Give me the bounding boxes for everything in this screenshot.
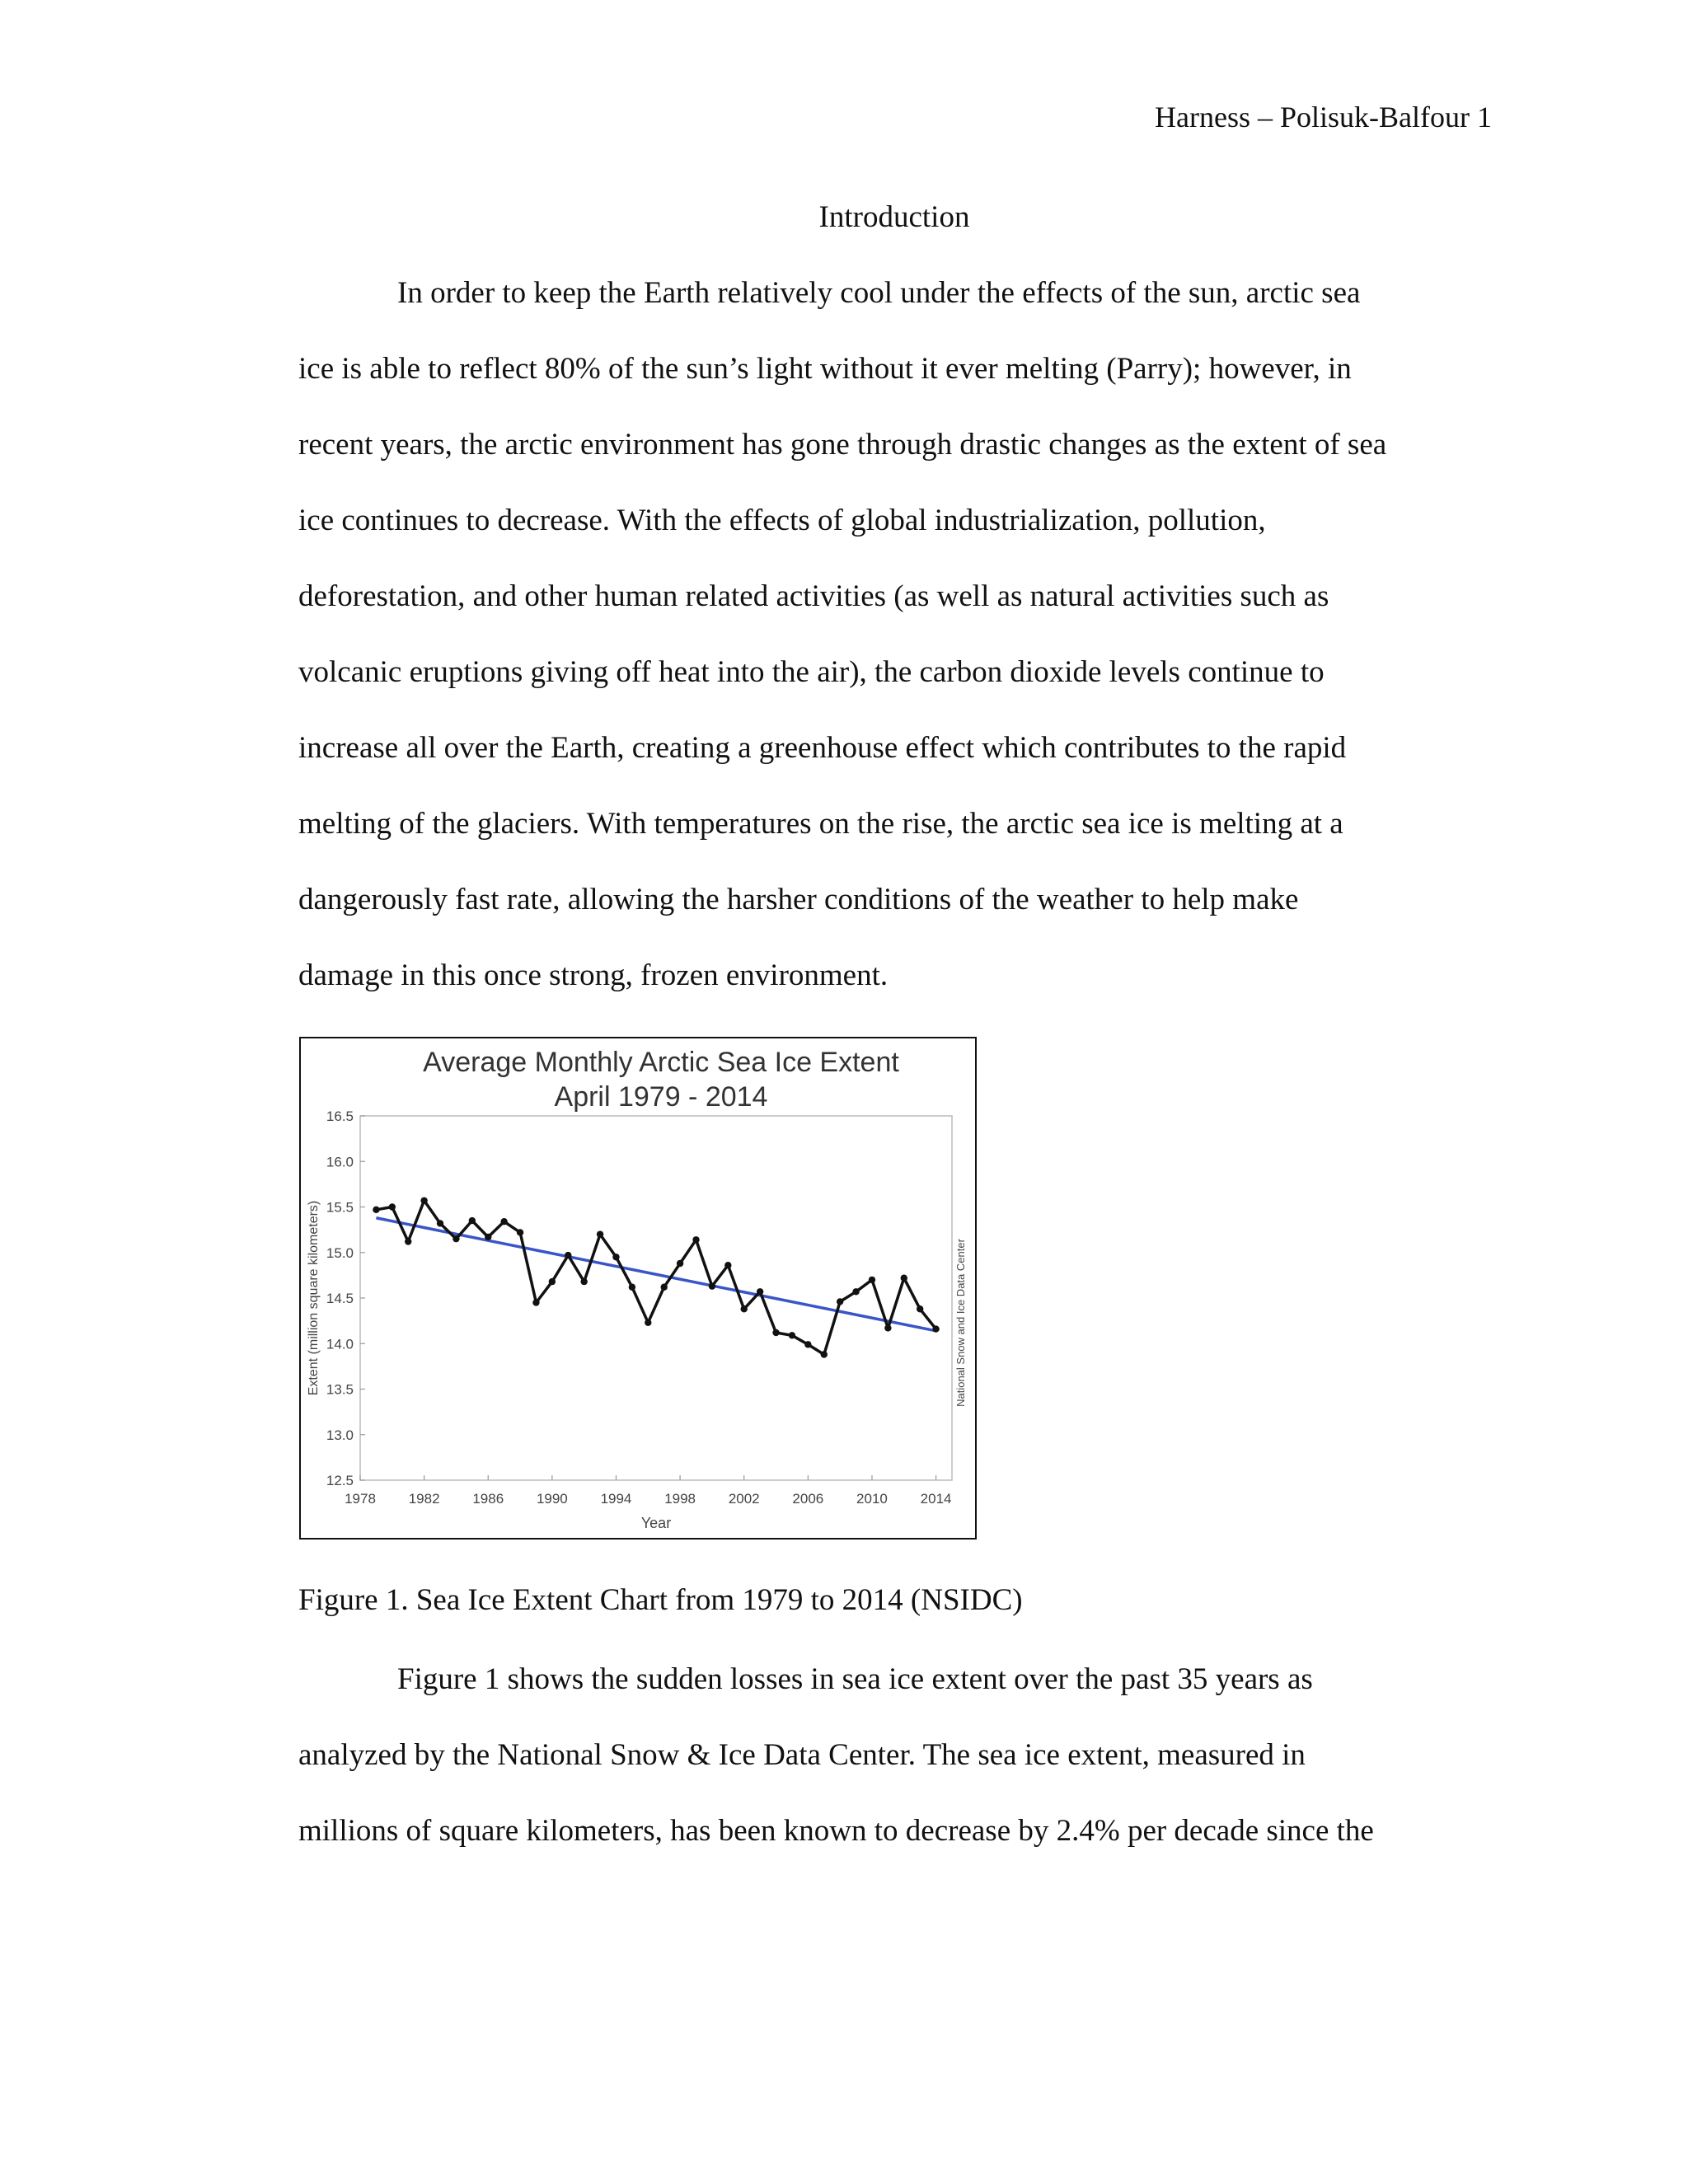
data-point — [597, 1230, 603, 1237]
x-tick-label: 1998 — [664, 1491, 696, 1507]
data-point — [917, 1305, 923, 1312]
paragraph-2-line: Figure 1 shows the sudden losses in sea ice extent over the past 35 years as — [397, 1662, 1313, 1696]
paragraph-1-line: damage in this once strong, frozen environment. — [298, 958, 889, 992]
y-axis-label: Extent (million square kilometers) — [307, 1200, 321, 1396]
paragraph-2-line: analyzed by the National Snow & Ice Data Center. The sea ice extent, measured in — [298, 1738, 1306, 1772]
paragraph-1-line: melting of the glaciers. With temperatures on the rise, the arctic sea ice is melting at a — [298, 807, 1343, 841]
paragraph-2 — [298, 1660, 1485, 1887]
y-tick-label: 12.5 — [326, 1473, 354, 1488]
data-point — [709, 1282, 715, 1289]
x-tick-label: 2006 — [792, 1491, 824, 1507]
data-point — [852, 1288, 859, 1295]
data-point — [677, 1260, 683, 1267]
data-point — [389, 1203, 396, 1210]
y-tick-label: 16.5 — [326, 1108, 354, 1124]
data-point — [772, 1329, 779, 1336]
data-point — [452, 1235, 459, 1242]
x-tick-label: 1994 — [600, 1491, 632, 1507]
paragraph-1-line: ice is able to reflect 80% of the sun’s light without it ever melting (Parry); however, in — [298, 352, 1352, 386]
y-tick-label: 16.0 — [326, 1154, 354, 1170]
data-point — [869, 1277, 875, 1283]
data-point — [517, 1229, 523, 1235]
paragraph-1 — [298, 274, 1485, 1032]
data-point — [645, 1319, 651, 1326]
x-tick-label: 1978 — [345, 1491, 376, 1507]
paragraph-1-line: volcanic eruptions giving off heat into the air), the carbon dioxide levels continue to — [298, 655, 1325, 689]
data-point — [837, 1298, 843, 1305]
paragraph-1-line: deforestation, and other human related activities (as well as natural activities such as — [298, 579, 1329, 613]
source-side-label: National Snow and Ice Data Center — [954, 1239, 967, 1407]
y-tick-label: 13.0 — [326, 1427, 354, 1443]
data-point — [804, 1341, 811, 1347]
data-point — [565, 1252, 571, 1258]
data-point — [661, 1284, 668, 1291]
x-tick-label: 2014 — [920, 1491, 952, 1507]
running-head: Harness – Polisuk-Balfour 1 — [1155, 101, 1492, 134]
chart-title: Average Monthly Arctic Sea Ice Extent — [423, 1047, 899, 1078]
series-line — [376, 1201, 935, 1355]
x-tick-label: 2010 — [856, 1491, 888, 1507]
sea-ice-extent-chart — [301, 1038, 975, 1538]
paragraph-1-line: ice continues to decrease. With the effects of global industrialization, pollution, — [298, 504, 1266, 537]
data-point — [405, 1238, 411, 1244]
figure-caption: Figure 1. Sea Ice Extent Chart from 1979 to 2014 (NSIDC) — [298, 1583, 1023, 1617]
paragraph-1-line: In order to keep the Earth relatively cool under the effects of the sun, arctic sea — [397, 276, 1361, 310]
x-axis-label: Year — [640, 1515, 672, 1531]
plot-area-frame — [360, 1116, 952, 1480]
data-point — [741, 1305, 748, 1312]
data-point — [932, 1325, 939, 1332]
data-point — [629, 1284, 635, 1291]
x-tick-label: 2002 — [728, 1491, 760, 1507]
data-point — [469, 1217, 476, 1224]
y-tick-label: 14.0 — [326, 1336, 354, 1352]
data-point — [757, 1288, 763, 1295]
data-point — [821, 1351, 828, 1357]
data-point — [580, 1278, 587, 1285]
x-tick-label: 1986 — [472, 1491, 504, 1507]
y-tick-label: 13.5 — [326, 1381, 354, 1398]
section-title: Introduction — [818, 200, 970, 234]
y-tick-label: 14.5 — [326, 1291, 354, 1306]
x-tick-label: 1990 — [536, 1491, 568, 1507]
data-point — [884, 1324, 891, 1331]
x-tick-label: 1982 — [408, 1491, 440, 1507]
paragraph-2-line: millions of square kilometers, has been known to decrease by 2.4% per decade since the — [298, 1814, 1374, 1848]
y-tick-label: 15.5 — [326, 1199, 354, 1216]
paragraph-1-line: recent years, the arctic environment has gone through drastic changes as the extent of sea — [298, 428, 1387, 462]
data-point — [532, 1299, 539, 1305]
data-point — [437, 1220, 443, 1226]
data-point — [500, 1218, 507, 1225]
data-point — [901, 1274, 907, 1281]
data-point — [373, 1207, 379, 1213]
data-point — [612, 1254, 619, 1260]
figure-1-frame — [299, 1037, 977, 1540]
data-point — [789, 1332, 795, 1338]
data-point — [724, 1262, 731, 1268]
y-tick-label: 15.0 — [326, 1244, 354, 1261]
paragraph-1-line: increase all over the Earth, creating a greenhouse effect which contributes to the rapid — [298, 731, 1347, 765]
data-point — [420, 1197, 427, 1204]
paragraph-1-line: dangerously fast rate, allowing the harsher conditions of the weather to help make — [298, 883, 1299, 916]
data-point — [485, 1234, 491, 1240]
chart-subtitle: April 1979 - 2014 — [554, 1081, 768, 1113]
data-point — [549, 1278, 556, 1285]
data-point — [692, 1236, 699, 1243]
